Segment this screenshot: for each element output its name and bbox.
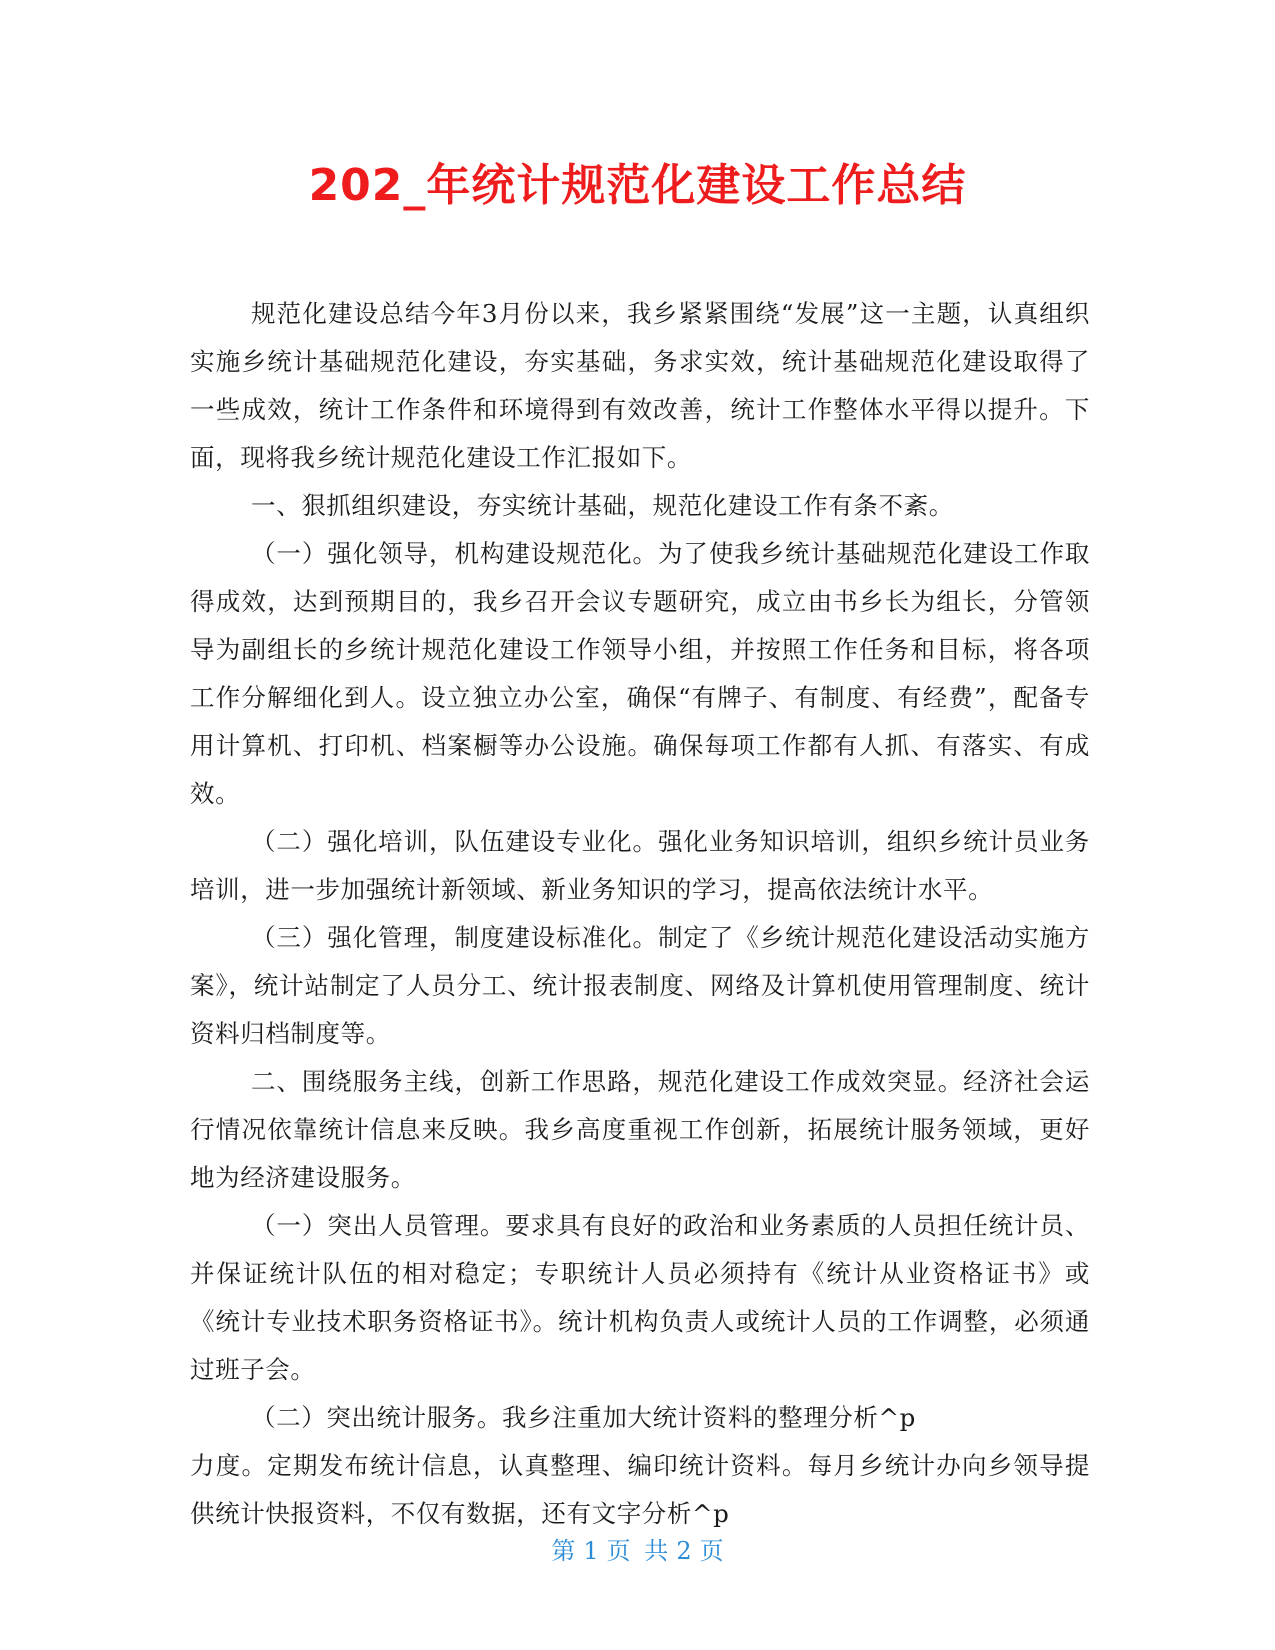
paragraph-section-2-1: （一）突出人员管理。要求具有良好的政治和业务素质的人员担任统计员、并保证统计队伍的相对稳定；专职统计人员必须持有《统计从业资格证书》或《统计专业技术职务资格证书》。统计机构负责人或统计人员的工作调整，必须通过班子会。 — [190, 1211, 1090, 1384]
footer-label-page: 第 — [551, 1537, 576, 1565]
footer-label-end: 页 — [699, 1537, 724, 1565]
paragraph-section-1-1: （一）强化领导，机构建设规范化。为了使我乡统计基础规范化建设工作取得成效，达到预期目的，我乡召开会议专题研究，成立由书乡长为组长，分管领导为副组长的乡统计规范化建设工作领导小组，并按照工作任务和目标，将各项工作分解细化到人。设立独立办公室，确保“有牌子、有制度、有经费”，配备专用计算机、打印机、档案橱等办公设施。确保每项工作都有人抓、有落实、有成效。 — [190, 539, 1090, 808]
paragraph-intro: 规范化建设总结今年3月份以来，我乡紧紧围绕“发展”这一主题，认真组织实施乡统计基础规范化建设，夯实基础，务求实效，统计基础规范化建设取得了一些成效，统计工作条件和环境得到有效改善，统计工作整体水平得以提升。下面，现将我乡统计规范化建设工作汇报如下。 — [190, 299, 1090, 472]
footer-current-page: 1 — [583, 1537, 599, 1565]
paragraph-section-2: 二、围绕服务主线，创新工作思路，规范化建设工作成效突显。经济社会运行情况依靠统计信息来反映。我乡高度重视工作创新，拓展统计服务领域，更好地为经济建设服务。 — [190, 1067, 1090, 1192]
paragraph-section-2-2: （二）突出统计服务。我乡注重加大统计资料的整理分析^p — [251, 1403, 916, 1432]
footer-label-of: 页 共 — [606, 1537, 669, 1565]
paragraph-continuation: 力度。定期发布统计信息，认真整理、编印统计资料。每月乡统计办向乡领导提供统计快报资料，不仅有数据，还有文字分析^p — [190, 1451, 1090, 1528]
paragraph-section-1-2: （二）强化培训，队伍建设专业化。强化业务知识培训，组织乡统计员业务培训，进一步加强统计新领域、新业务知识的学习，提高依法统计水平。 — [190, 827, 1090, 904]
footer-total-pages: 2 — [676, 1537, 692, 1565]
paragraph-section-1-3: （三）强化管理，制度建设标准化。制定了《乡统计规范化建设活动实施方案》，统计站制定了人员分工、统计报表制度、网络及计算机使用管理制度、统计资料归档制度等。 — [190, 923, 1090, 1048]
page-footer — [0, 1535, 1275, 1567]
paragraph-section-1: 一、狠抓组织建设，夯实统计基础，规范化建设工作有条不紊。 — [251, 491, 954, 520]
document-title: 202_年统计规范化建设工作总结 — [308, 160, 967, 211]
document-body — [190, 290, 1090, 1538]
